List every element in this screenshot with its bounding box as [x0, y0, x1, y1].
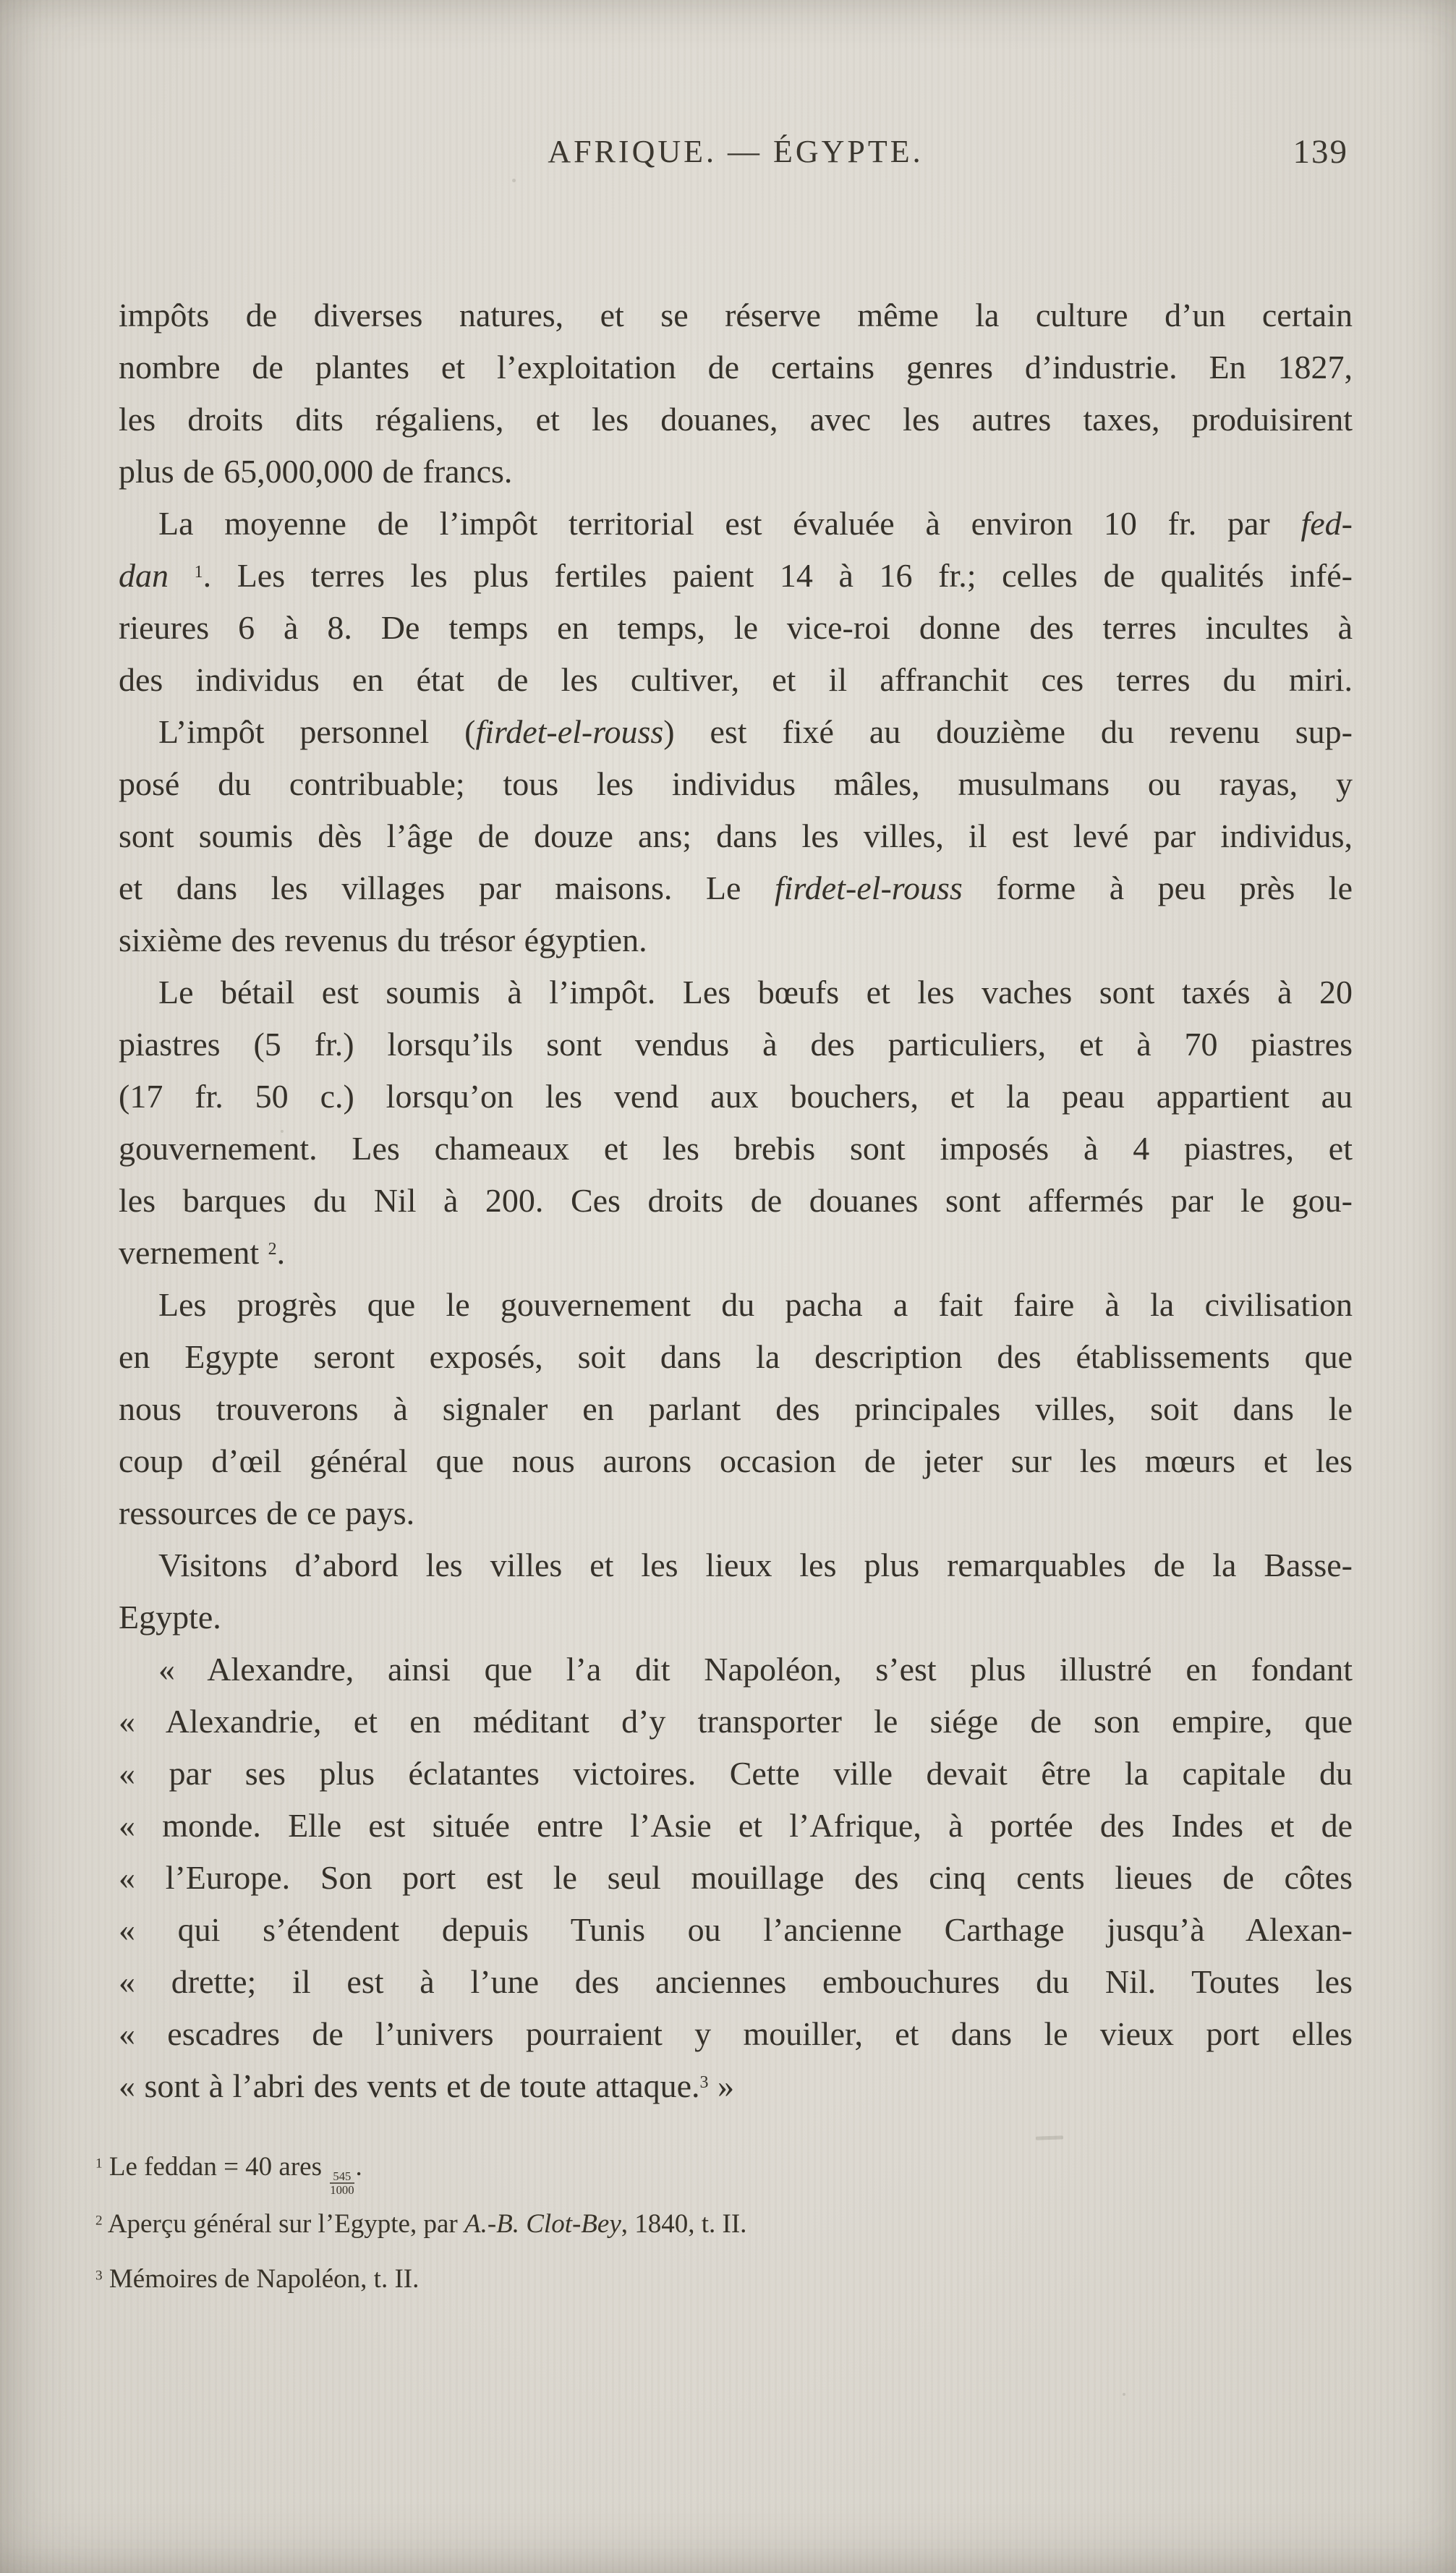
text-line: dan $^1$. Les terres les plus fertiles paient 14 à 16 fr.; celles de qualités infé-	[119, 557, 1353, 594]
body-text	[119, 289, 1353, 2112]
text-line: et dans les villages par maisons. Le firdet-el-rouss forme à peu près le	[119, 869, 1353, 906]
text-line: posé du contribuable; tous les individus mâles, musulmans ou rayas, y	[119, 765, 1353, 802]
text-line: « l’Europe. Son port est le seul mouillage des cinq cents lieues de côtes	[119, 1859, 1353, 1896]
text-line: « Alexandre, ainsi que l’a dit Napoléon, s’est plus illustré en fondant	[158, 1651, 1353, 1688]
text-line: « Alexandrie, et en méditant d’y transporter le siége de son empire, que	[119, 1703, 1353, 1740]
text-line: des individus en état de les cultiver, et il affranchit ces terres du miri.	[119, 661, 1353, 698]
text-line: gouvernement. Les chameaux et les brebis sont imposés à 4 piastres, et	[119, 1130, 1353, 1167]
footnote: $^2$ Aperçu général sur l’Egypte, par A.-B. Clot-Bey, 1840, t. II.	[95, 2208, 747, 2239]
text-line: Egypte.	[119, 1599, 221, 1636]
text-line: sixième des revenus du trésor égyptien.	[119, 922, 647, 958]
text-line: (17 fr. 50 c.) lorsqu’on les vend aux bouchers, et la peau appartient au	[119, 1078, 1353, 1115]
text-line: coup d’œil général que nous aurons occasion de jeter sur les mœurs et les	[119, 1442, 1353, 1479]
text-line: « qui s’étendent depuis Tunis ou l’ancienne Carthage jusqu’à Alexan-	[119, 1911, 1353, 1948]
text-line: nous trouverons à signaler en parlant des principales villes, soit dans le	[119, 1390, 1353, 1427]
text-line: les barques du Nil à 200. Ces droits de douanes sont affermés par le gou-	[119, 1182, 1353, 1219]
page-number: 139	[1293, 133, 1348, 171]
footnote: $^1$ Le feddan = 40 ares $\frac{545}{1000}$ .	[95, 2152, 362, 2198]
scan-speck	[1123, 2393, 1125, 2396]
footnotes	[95, 2140, 1353, 2307]
footnote: $^3$ Mémoires de Napoléon, t. II.	[95, 2263, 420, 2294]
text-line: nombre de plantes et l’exploitation de certains genres d’industrie. En 1827,	[119, 349, 1353, 386]
text-line: rieures 6 à 8. De temps en temps, le vice-roi donne des terres incultes à	[119, 609, 1353, 646]
text-line: La moyenne de l’impôt territorial est évaluée à environ 10 fr. par fed-	[158, 505, 1353, 542]
text-line: Visitons d’abord les villes et les lieux les plus remarquables de la Basse-	[158, 1547, 1353, 1583]
text-line: piastres (5 fr.) lorsqu’ils sont vendus à des particuliers, et à 70 piastres	[119, 1026, 1353, 1063]
text-line: impôts de diverses natures, et se réserve même la culture d’un certain	[119, 297, 1353, 333]
text-line: sont soumis dès l’âge de douze ans; dans les villes, il est levé par individus,	[119, 817, 1353, 854]
text-line: « monde. Elle est située entre l’Asie et l’Afrique, à portée des Indes et de	[119, 1807, 1353, 1844]
scan-speck	[512, 179, 516, 182]
text-line: « sont à l’abri des vents et de toute attaque.$^3$ »	[119, 2067, 734, 2104]
text-line: plus de 65,000,000 de francs.	[119, 453, 513, 490]
text-line: « drette; il est à l’une des anciennes embouchures du Nil. Toutes les	[119, 1963, 1353, 2000]
running-header	[119, 129, 1353, 175]
text-line: ressources de ce pays.	[119, 1494, 415, 1531]
text-line: L’impôt personnel (firdet-el-rouss) est fixé au douzième du revenu sup-	[158, 713, 1353, 750]
text-line: « par ses plus éclatantes victoires. Cette ville devait être la capitale du	[119, 1755, 1353, 1792]
text-line: vernement $^2$.	[119, 1234, 286, 1271]
text-line: en Egypte seront exposés, soit dans la description des établissements que	[119, 1338, 1353, 1375]
text-line: Le bétail est soumis à l’impôt. Les bœufs et les vaches sont taxés à 20	[158, 974, 1353, 1011]
text-line: les droits dits régaliens, et les douanes, avec les autres taxes, produisirent	[119, 401, 1353, 438]
page-title: AFRIQUE. — ÉGYPTE.	[548, 134, 924, 169]
text-line: Les progrès que le gouvernement du pacha a fait faire à la civilisation	[158, 1286, 1353, 1323]
text-line: « escadres de l’univers pourraient y mouiller, et dans le vieux port elles	[119, 2015, 1353, 2052]
